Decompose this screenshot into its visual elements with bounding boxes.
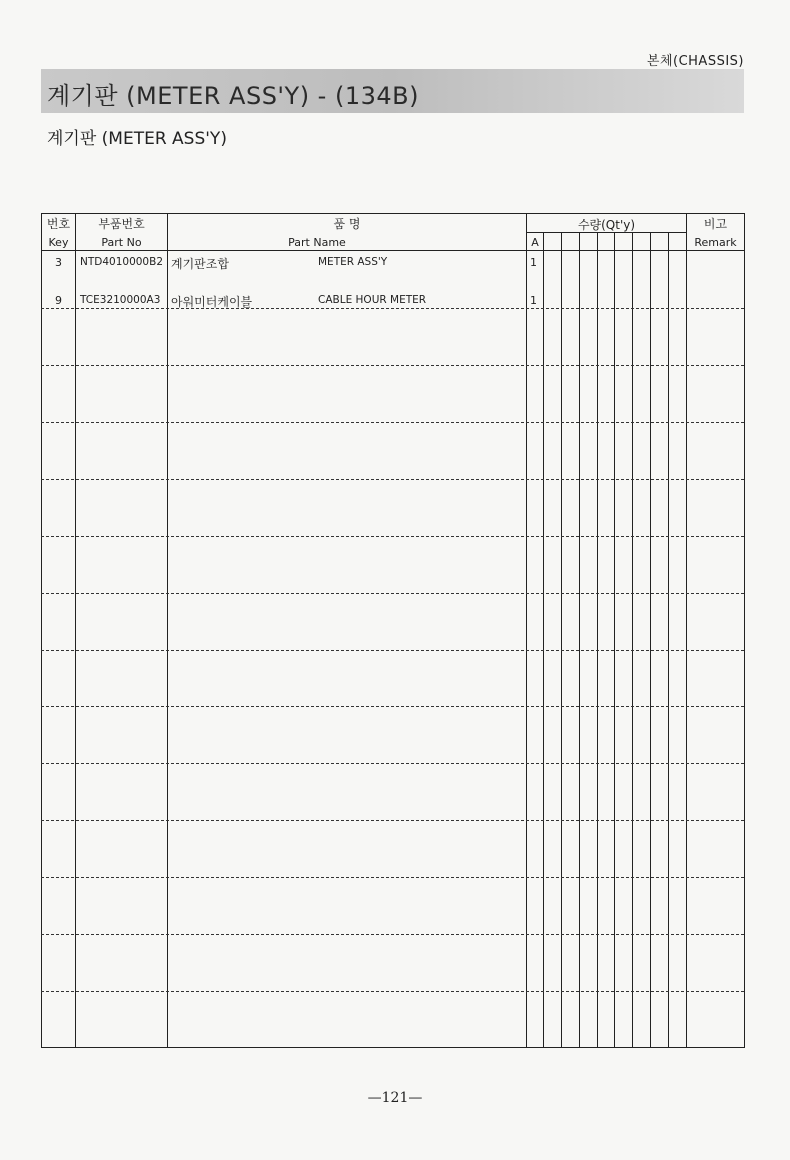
row-2-qty-a: 1 bbox=[530, 294, 537, 307]
col-remark-label-en: Remark bbox=[694, 236, 737, 249]
col-partno-label-en: Part No bbox=[101, 236, 142, 249]
col-key-label-en: Key bbox=[48, 236, 69, 249]
col-key-label-ko: 번호 bbox=[46, 217, 71, 231]
col-name-label-ko: 품 명 bbox=[333, 217, 361, 231]
row-1-name-en: METER ASS'Y bbox=[318, 256, 388, 268]
col-name-label-en: Part Name bbox=[288, 236, 346, 249]
page-number: —121— bbox=[367, 1090, 423, 1106]
page-title: 계기판 (METER ASS'Y) - (134B) bbox=[47, 82, 419, 110]
page-subtitle: 계기판 (METER ASS'Y) bbox=[47, 129, 227, 149]
row-2-part-no: TCE3210000A3 bbox=[80, 294, 161, 306]
col-remark-label-ko: 비고 bbox=[703, 217, 728, 231]
section-label: 본체(CHASSIS) bbox=[646, 54, 744, 69]
row-2-name-en: CABLE HOUR METER bbox=[318, 294, 427, 306]
col-qty-label: 수량(Qt'y) bbox=[577, 218, 636, 232]
row-2-key: 9 bbox=[55, 294, 62, 307]
row-1-key: 3 bbox=[55, 256, 62, 269]
row-1-name-ko: 계기판조합 bbox=[171, 257, 229, 271]
row-1-part-no: NTD4010000B2 bbox=[80, 256, 164, 268]
col-qty-a-label: A bbox=[531, 236, 539, 249]
col-partno-label-ko: 부품번호 bbox=[98, 217, 145, 231]
row-1-qty-a: 1 bbox=[530, 256, 537, 269]
row-2-name-ko: 아워미터케이블 bbox=[171, 295, 253, 309]
